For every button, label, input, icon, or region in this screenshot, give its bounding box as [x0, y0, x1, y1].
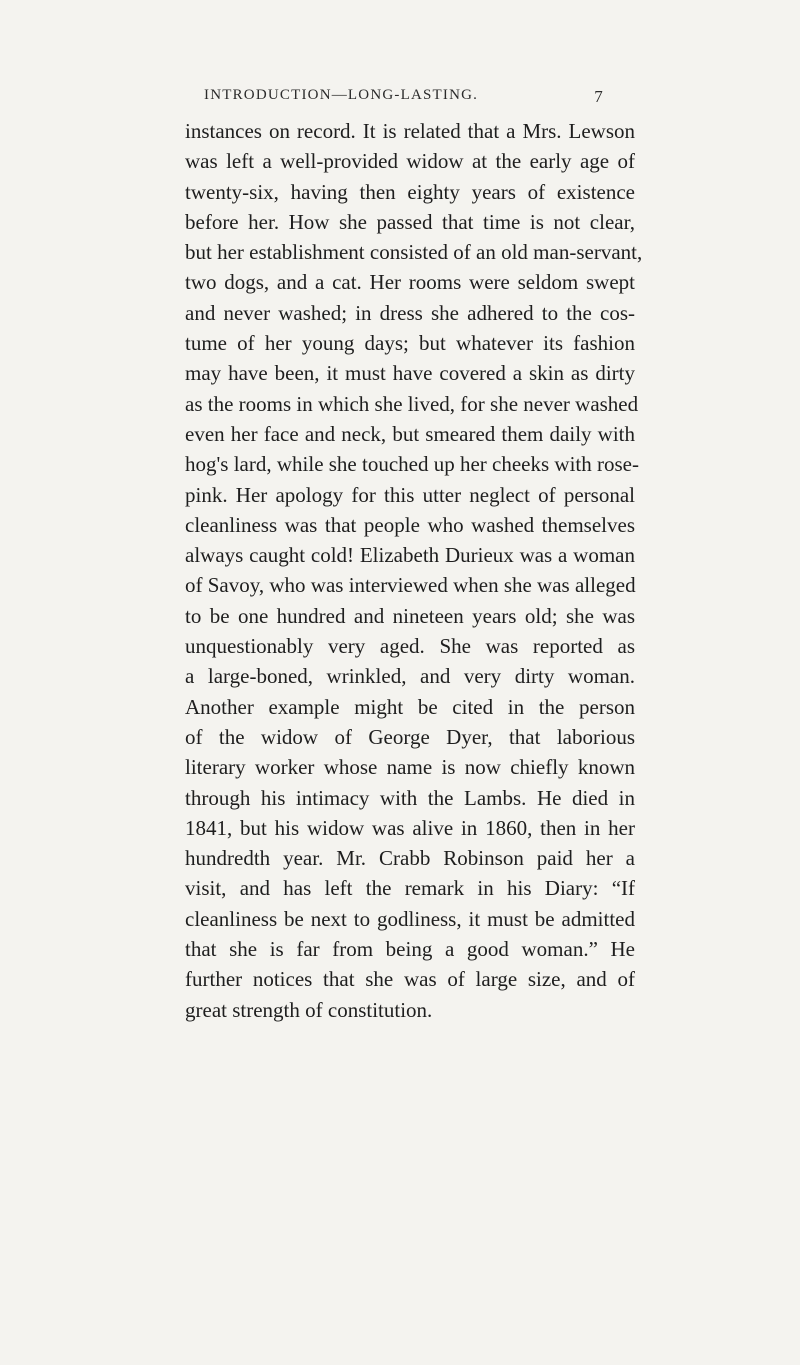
text-line: tume of her young days; but whatever its fashion	[185, 331, 635, 356]
text-line: hog's lard, while she touched up her cheeks with rose-	[185, 452, 639, 477]
text-line: always caught cold! Elizabeth Durieux was a woman	[185, 543, 635, 568]
text-line: two dogs, and a cat. Her rooms were seldom swept	[185, 270, 635, 295]
running-title: INTRODUCTION—LONG-LASTING.	[204, 87, 479, 103]
text-line: may have been, it must have covered a skin as dirty	[185, 361, 635, 386]
text-line: hundredth year. Mr. Crabb Robinson paid her a	[185, 846, 635, 871]
text-line: that she is far from being a good woman.” He	[185, 937, 635, 962]
page-number: 7	[594, 87, 604, 106]
text-line: twenty-six, having then eighty years of existence	[185, 179, 635, 204]
text-line-last: great strength of constitution.	[185, 997, 433, 1022]
text-line: pink. Her apology for this utter neglect of personal	[185, 482, 635, 507]
text-line: cleanliness be next to godliness, it must be admitted	[185, 906, 635, 931]
body-text	[185, 116, 643, 1025]
text-line: but her establishment consisted of an old man-servant,	[185, 240, 643, 265]
running-head	[204, 87, 604, 109]
text-line: before her. How she passed that time is not clear,	[185, 209, 635, 234]
text-line: further notices that she was of large size, and of	[185, 967, 635, 992]
text-line: 1841, but his widow was alive in 1860, then in her	[185, 815, 635, 840]
text-line: as the rooms in which she lived, for she never washed	[185, 391, 639, 416]
text-line: cleanliness was that people who washed themselves	[185, 512, 635, 537]
text-line: Another example might be cited in the person	[185, 694, 635, 719]
text-line: unquestionably very aged. She was reported as	[185, 634, 635, 659]
text-line: a large-boned, wrinkled, and very dirty woman.	[185, 664, 635, 689]
text-line: visit, and has left the remark in his Diary: “If	[185, 876, 635, 901]
text-line: of the widow of George Dyer, that laborious	[185, 724, 635, 749]
text-line: was left a well-provided widow at the early age of	[185, 149, 635, 174]
text-line: to be one hundred and nineteen years old; she was	[185, 603, 635, 628]
text-line: instances on record. It is related that a Mrs. Lewson	[185, 119, 635, 143]
text-line: of Savoy, who was interviewed when she was alleged	[185, 573, 636, 598]
text-line: and never washed; in dress she adhered to the cos-	[185, 300, 635, 325]
text-line: through his intimacy with the Lambs. He died in	[185, 785, 635, 810]
text-line: even her face and neck, but smeared them daily with	[185, 421, 635, 446]
text-line: literary worker whose name is now chiefly known	[185, 755, 635, 780]
